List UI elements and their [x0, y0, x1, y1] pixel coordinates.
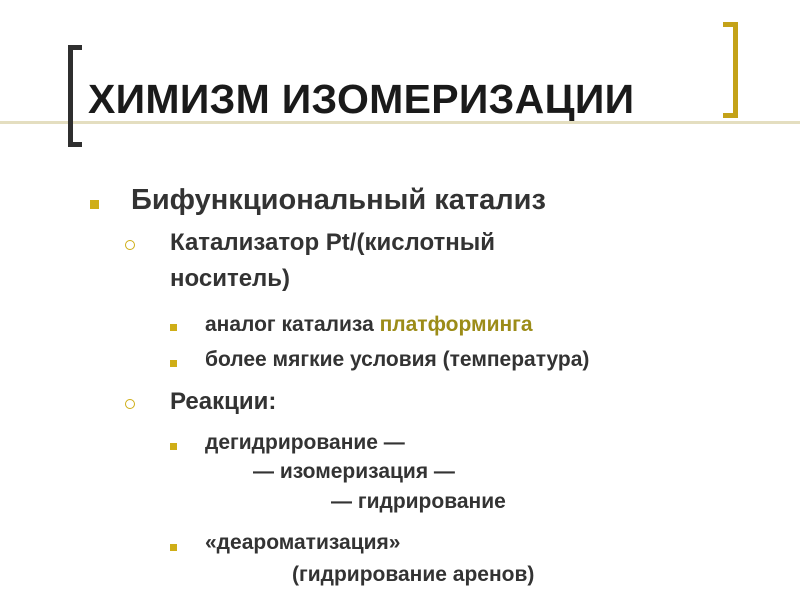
square-bullet-icon [170, 324, 177, 331]
square-bullet-icon [170, 544, 177, 551]
square-bullet-icon [170, 360, 177, 367]
reaction-dehydrogenation: дегидрирование — [205, 431, 405, 454]
bullet-milder-conditions: более мягкие условия (температура) [205, 348, 590, 371]
reaction-hydrogenation: — гидрирование [331, 490, 506, 513]
square-bullet-icon [170, 443, 177, 450]
platforming-highlight: платформинга [379, 313, 533, 336]
reaction-dearomatization: «деароматизация» [205, 531, 401, 554]
slide-title: ХИМИЗМ ИЗОМЕРИЗАЦИИ [88, 76, 635, 122]
square-bullet-icon [90, 200, 99, 209]
circle-bullet-icon [125, 399, 135, 409]
bullet-catalyst-line1: Катализатор Pt/(кислотный [170, 229, 496, 256]
left-bracket-decoration [68, 45, 82, 147]
bullet-platforming-prefix: аналог катализа [205, 313, 380, 336]
bullet-platforming-analog [205, 313, 533, 337]
circle-bullet-icon [125, 240, 135, 250]
reaction-arene-hydrogenation: (гидрирование аренов) [292, 563, 535, 586]
right-bracket-decoration [723, 22, 738, 118]
bullet-reactions: Реакции: [170, 388, 277, 415]
bullet-bifunctional-catalysis: Бифункциональный катализ [131, 184, 546, 216]
bullet-catalyst-line2: носитель) [170, 265, 291, 292]
reaction-isomerization: — изомеризация — [253, 460, 455, 483]
